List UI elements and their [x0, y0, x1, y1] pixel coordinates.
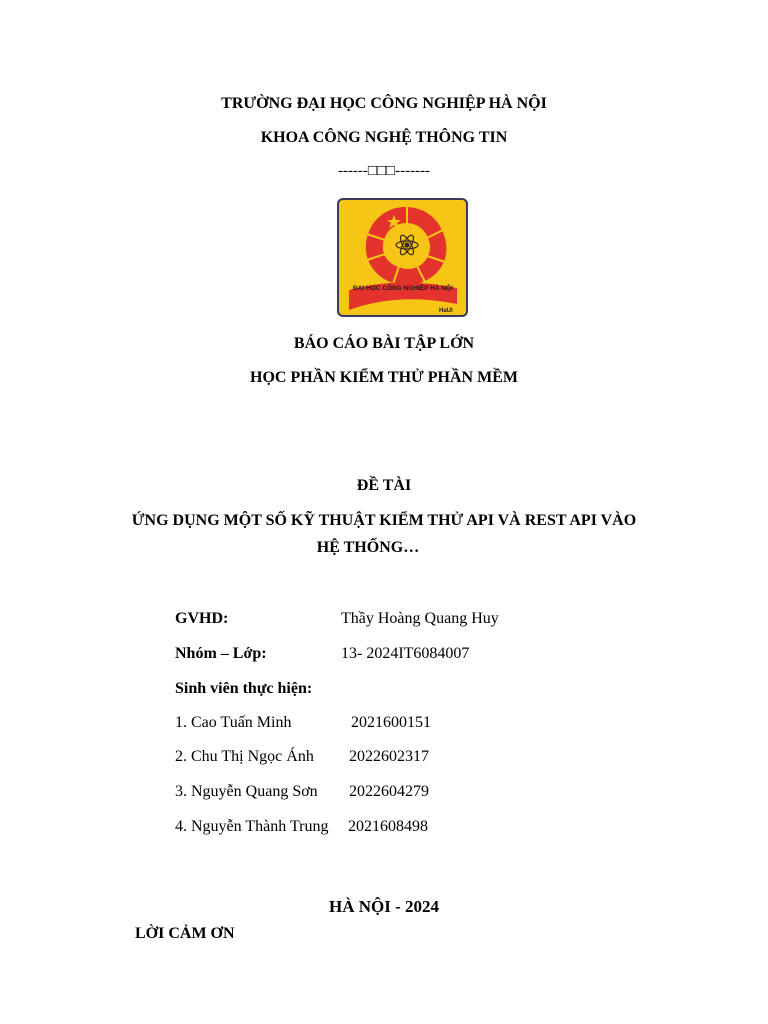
separator: ------□□□-------: [337, 163, 431, 179]
logo-name-text: ĐẠI HỌC CÔNG NGHIỆP HÀ NỘI: [353, 285, 453, 292]
students-label: Sinh viên thực hiện:: [175, 680, 313, 697]
logo-abbr-text: HaUI: [439, 308, 453, 314]
logo-ring-segment: [367, 206, 407, 240]
topic-line-2: HỆ THỐNG…: [316, 539, 420, 556]
acknowledgement-heading: LỜI CẢM ƠN: [135, 925, 235, 942]
course-name: HỌC PHẦN KIỂM THỬ PHẦN MỀM: [250, 369, 518, 386]
advisor-value: Thầy Hoàng Quang Huy: [341, 610, 499, 627]
advisor-label: GVHD:: [175, 610, 229, 627]
atom-icon: [396, 233, 418, 256]
student-id: 2021600151: [351, 714, 431, 731]
university-logo: [337, 198, 468, 317]
student-id: 2022604279: [349, 783, 429, 800]
group-label: Nhóm – Lớp:: [175, 645, 267, 662]
group-value: 13- 2024IT6084007: [341, 645, 470, 662]
student-name: 3. Nguyễn Quang Sơn: [175, 783, 318, 800]
student-name: 2. Chu Thị Ngọc Ánh: [175, 748, 314, 765]
report-title: BÁO CÁO BÀI TẬP LỚN: [293, 335, 475, 352]
student-name: 1. Cao Tuấn Minh: [175, 714, 292, 731]
topic-line-1: ỨNG DỤNG MỘT SỐ KỸ THUẬT KIỂM THỬ API VÀ REST API VÀO: [131, 512, 637, 529]
place-year: HÀ NỘI - 2024: [328, 897, 440, 916]
student-id: 2021608498: [348, 818, 428, 835]
university-name: TRƯỜNG ĐẠI HỌC CÔNG NGHIỆP HÀ NỘI: [221, 95, 547, 112]
faculty-name: KHOA CÔNG NGHỆ THÔNG TIN: [260, 129, 508, 146]
topic-label: ĐỀ TÀI: [356, 477, 412, 494]
student-name: 4. Nguyễn Thành Trung: [175, 818, 329, 835]
student-id: 2022602317: [349, 748, 429, 765]
